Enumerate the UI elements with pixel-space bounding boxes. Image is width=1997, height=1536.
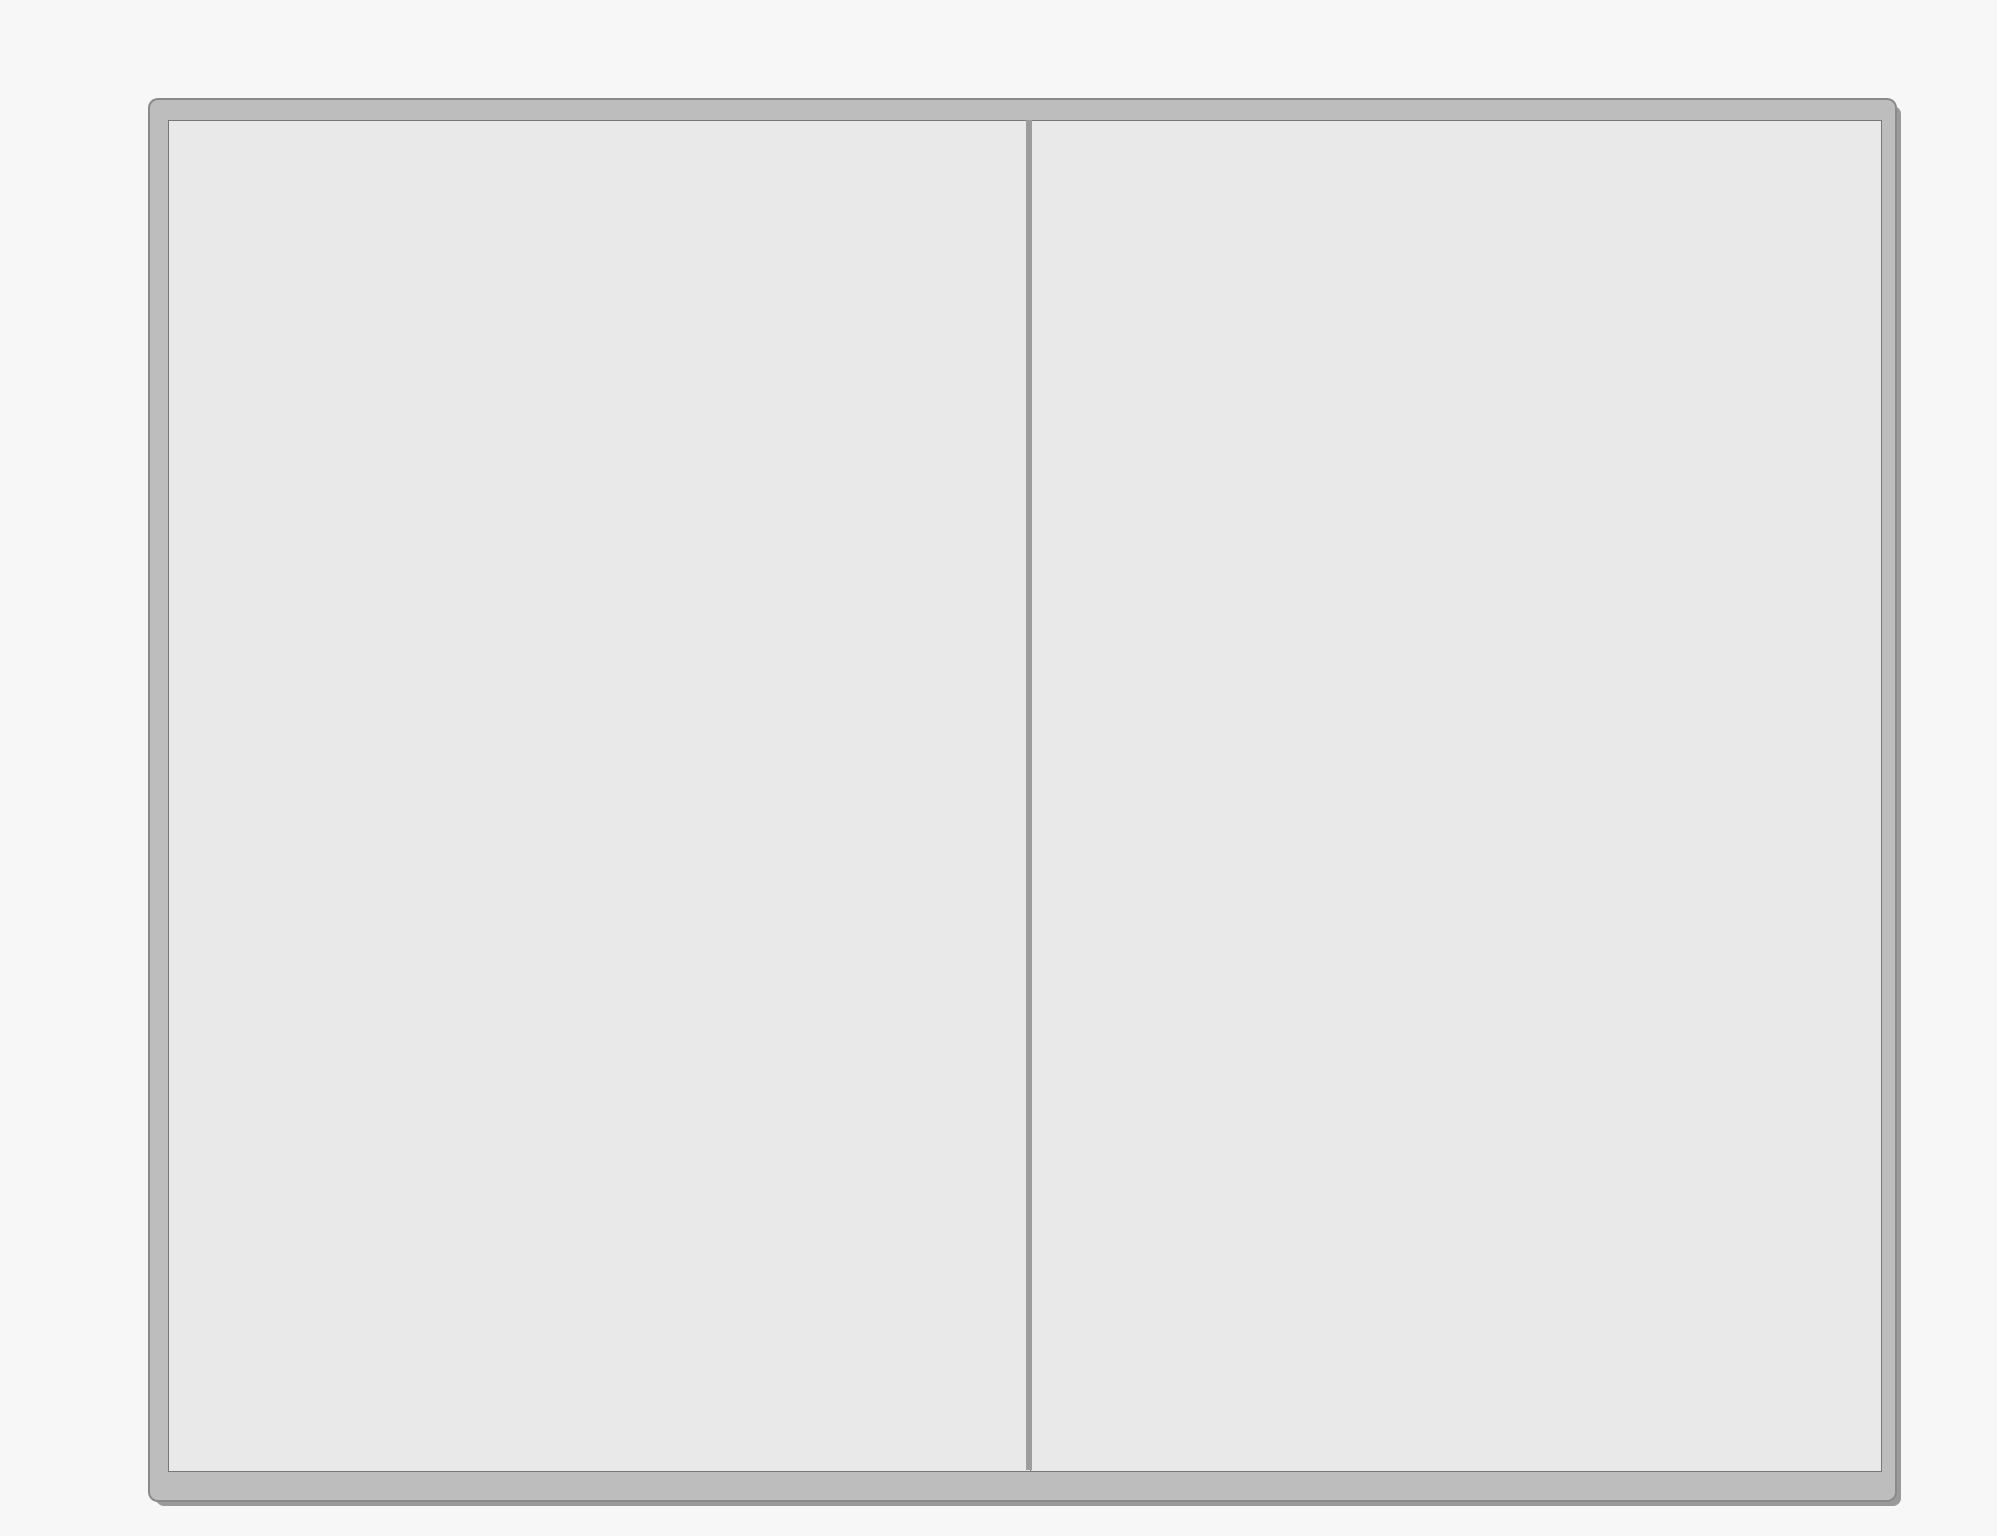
right-page (1030, 120, 1882, 1472)
book-spine (1026, 120, 1032, 1470)
left-page (168, 120, 1032, 1472)
